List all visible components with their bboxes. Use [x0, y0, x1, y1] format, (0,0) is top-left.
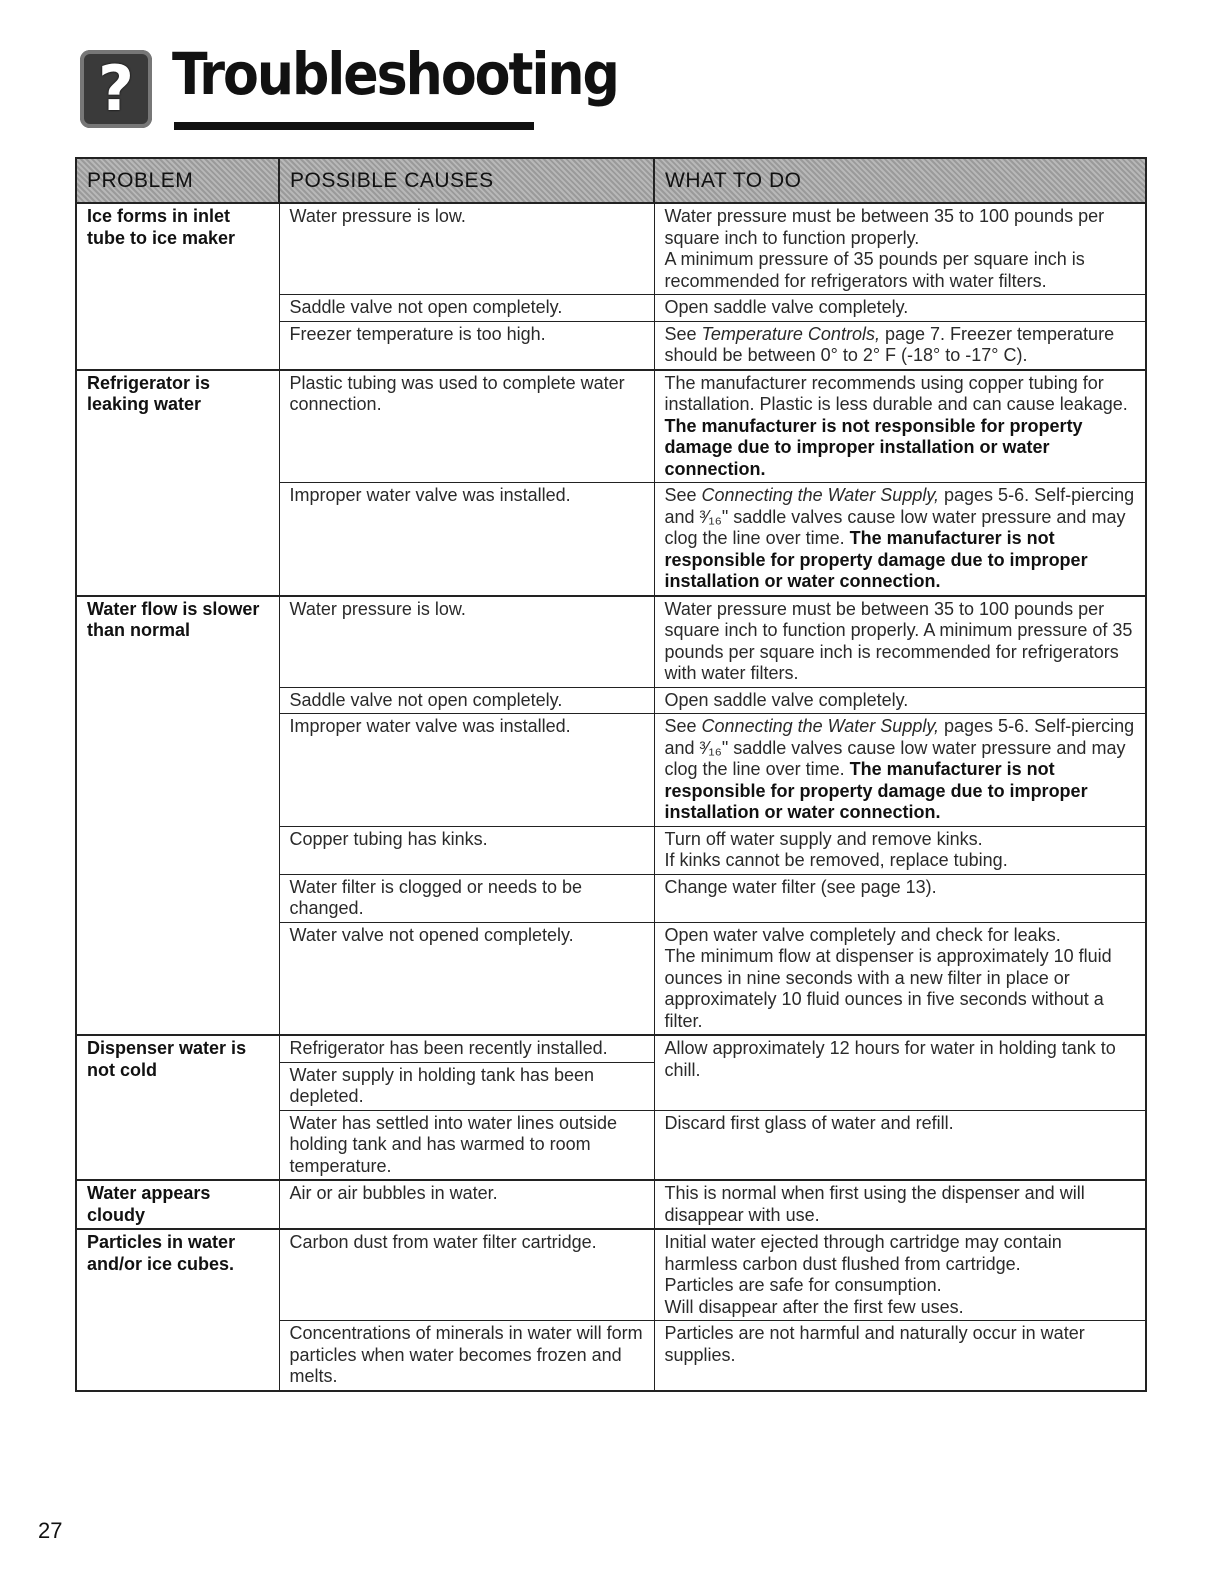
instruction-text: pages 5-6. Self-piercing and ³⁄₁₆" saddle valves cause low water pressure and may clog the line over time. — [664, 716, 1135, 779]
what-to-do-cell — [654, 1110, 1146, 1180]
table-row — [76, 596, 1146, 688]
instruction-text: See — [664, 323, 702, 344]
what-to-do-cell — [654, 1180, 1146, 1229]
instruction-text: Water pressure must be between 35 to 100 pounds per square inch to function properly. — [664, 206, 1105, 248]
table-header-row — [76, 158, 1146, 203]
cause-cell: Carbon dust from water filter cartridge. — [279, 1229, 654, 1321]
what-to-do-cell — [654, 687, 1146, 714]
cause-cell: Water has settled into water lines outside holding tank and has warmed to room temperature. — [279, 1110, 654, 1180]
instruction-text: If kinks cannot be removed, replace tubing. — [664, 850, 1008, 870]
cause-cell: Improper water valve was installed. — [279, 714, 654, 827]
table-row — [76, 370, 1146, 483]
problem-cell: Particles in water and/or ice cubes. — [76, 1229, 279, 1391]
instruction-text: The manufacturer recommends using copper tubing for installation. Plastic is less durable and can cause leakage. — [664, 372, 1128, 414]
instruction-text: Discard first glass of water and refill. — [664, 1112, 954, 1133]
instruction-text: Open water valve completely and check for leaks. — [664, 924, 1061, 945]
instruction-text: page 7. Freezer temperature should be between 0° to 2° F (-18° to -17° C). — [664, 323, 1115, 365]
instruction-text: Open saddle valve completely. — [664, 297, 909, 317]
table-row — [76, 1229, 1146, 1321]
problem-cell: Refrigerator is leaking water — [76, 370, 279, 596]
instruction-text: Will disappear after the first few uses. — [664, 1296, 964, 1317]
instruction-text: The minimum flow at dispenser is approximately 10 fluid ounces in nine seconds with a new filter in place or approximately 10 fluid ounces in five seconds without a filter. — [664, 946, 1112, 1031]
what-to-do-cell — [654, 922, 1146, 1035]
problem-cell: Water appears cloudy — [76, 1180, 279, 1229]
page-number: 27 — [38, 1518, 63, 1543]
what-to-do-cell — [654, 874, 1146, 922]
what-to-do-cell — [654, 370, 1146, 483]
instruction-text: See — [664, 716, 702, 736]
instruction-text: A minimum pressure of 35 pounds per square inch is recommended for refrigerators with water filters. — [664, 249, 1085, 291]
problem-cell: Dispenser water is not cold — [76, 1035, 279, 1180]
instruction-text: See — [664, 485, 702, 505]
what-to-do-cell — [654, 1321, 1146, 1391]
problem-cell: Ice forms in inlet tube to ice maker — [76, 203, 279, 370]
cause-cell: Water pressure is low. — [279, 596, 654, 688]
troubleshooting-table — [75, 157, 1147, 1392]
question-mark-icon: ? — [80, 50, 152, 128]
instruction-text: Open saddle valve completely. — [664, 689, 909, 710]
bold-warning-text: The manufacturer is not responsible for property damage due to improper installation or water connection. — [664, 528, 1088, 591]
what-to-do-cell — [654, 295, 1146, 322]
what-to-do-cell — [654, 596, 1146, 688]
cause-cell: Water pressure is low. — [279, 203, 654, 295]
what-to-do-cell — [654, 483, 1146, 596]
cause-cell: Saddle valve not open completely. — [279, 687, 654, 714]
what-to-do-cell — [654, 203, 1146, 295]
bold-warning-text: The manufacturer is not responsible for property damage due to improper installation or water connection. — [664, 759, 1088, 822]
instruction-text: Change water filter (see page 13). — [664, 876, 937, 897]
title-underline — [174, 122, 534, 130]
section-reference: Connecting the Water Supply, — [701, 716, 940, 736]
cause-cell: Water valve not opened completely. — [279, 922, 654, 1035]
table-row — [76, 203, 1146, 295]
cause-cell: Plastic tubing was used to complete water connection. — [279, 370, 654, 483]
section-reference: Connecting the Water Supply, — [701, 485, 940, 505]
what-to-do-cell — [654, 321, 1146, 370]
column-header-possible-causes: POSSIBLE CAUSES — [279, 158, 654, 203]
instruction-text: Particles are safe for consumption. — [664, 1275, 942, 1295]
instruction-text: Allow approximately 12 hours for water in holding tank to chill. — [664, 1038, 1116, 1080]
column-header-problem: PROBLEM — [76, 158, 279, 203]
cause-cell: Concentrations of minerals in water will form particles when water becomes frozen and melts. — [279, 1321, 654, 1391]
cause-cell: Refrigerator has been recently installed. — [279, 1035, 654, 1062]
table-row — [76, 1180, 1146, 1229]
instruction-text: Water pressure must be between 35 to 100 pounds per square inch to function properly. A minimum pressure of 35 pounds per square inch is recommended for refrigerators with water filters. — [664, 598, 1133, 683]
section-reference: Temperature Controls, — [701, 323, 880, 344]
instruction-text: Turn off water supply and remove kinks. — [664, 828, 983, 849]
cause-cell: Copper tubing has kinks. — [279, 826, 654, 874]
cause-cell: Air or air bubbles in water. — [279, 1180, 654, 1229]
instruction-text: Initial water ejected through cartridge may contain harmless carbon dust flushed from cartridge. — [664, 1232, 1062, 1274]
what-to-do-cell — [654, 1035, 1146, 1110]
column-header-what-to-do: WHAT TO DO — [654, 158, 1146, 203]
what-to-do-cell — [654, 1229, 1146, 1321]
instruction-text: Particles are not harmful and naturally occur in water supplies. — [664, 1323, 1085, 1365]
cause-cell: Water supply in holding tank has been depleted. — [279, 1062, 654, 1110]
page-title: Troubleshooting — [172, 40, 618, 108]
instruction-text: pages 5-6. Self-piercing and ³⁄₁₆" saddle valves cause low water pressure and may clog the line over time. — [664, 485, 1135, 548]
what-to-do-cell — [654, 714, 1146, 827]
table-row — [76, 1035, 1146, 1062]
instruction-text: This is normal when first using the dispenser and will disappear with use. — [664, 1183, 1085, 1225]
what-to-do-cell — [654, 826, 1146, 874]
page-header — [80, 40, 618, 140]
cause-cell: Saddle valve not open completely. — [279, 295, 654, 322]
cause-cell: Improper water valve was installed. — [279, 483, 654, 596]
bold-warning-text: The manufacturer is not responsible for property damage due to improper installation or water connection. — [664, 415, 1083, 479]
problem-cell: Water flow is slower than normal — [76, 596, 279, 1036]
cause-cell: Water filter is clogged or needs to be changed. — [279, 874, 654, 922]
cause-cell: Freezer temperature is too high. — [279, 321, 654, 370]
table-body — [76, 203, 1146, 1391]
